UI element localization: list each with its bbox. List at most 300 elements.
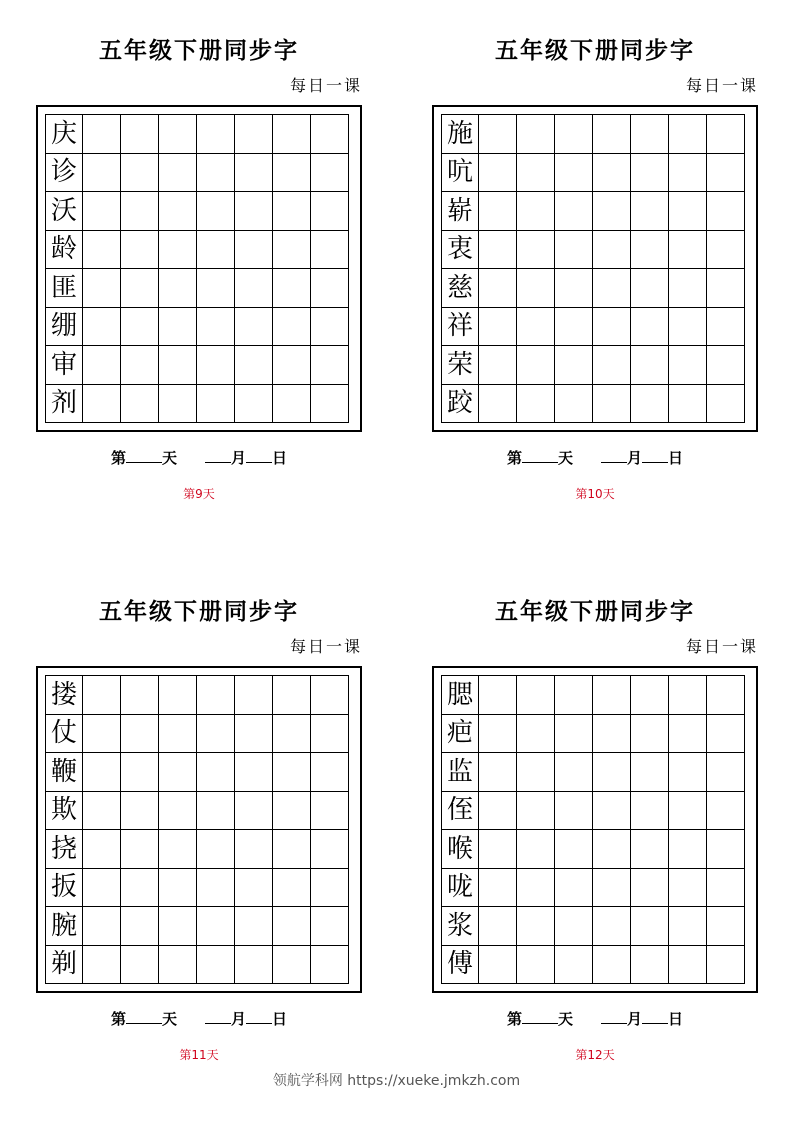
model-character: 审 [46, 346, 83, 385]
practice-cell[interactable] [631, 115, 669, 154]
practice-cell[interactable] [273, 385, 311, 424]
practice-cell[interactable] [479, 308, 517, 347]
practice-cell[interactable] [311, 192, 349, 231]
model-character: 浆 [442, 907, 479, 946]
practice-cell[interactable] [631, 907, 669, 946]
practice-cell[interactable] [669, 792, 707, 831]
practice-cell[interactable] [669, 830, 707, 869]
practice-cell[interactable] [593, 192, 631, 231]
writing-grid-frame [36, 105, 362, 432]
day-number-blank[interactable] [522, 1010, 558, 1024]
practice-cell[interactable] [83, 308, 121, 347]
date-ri: 日 [272, 449, 288, 467]
day-blank[interactable] [246, 1010, 272, 1024]
day-number-blank[interactable] [522, 449, 558, 463]
practice-cell[interactable] [311, 308, 349, 347]
month-blank[interactable] [205, 449, 231, 463]
practice-cell[interactable] [83, 346, 121, 385]
date-line [432, 1008, 758, 1029]
practice-cell[interactable] [707, 830, 745, 869]
writing-grid [45, 114, 349, 423]
practice-cell[interactable] [311, 154, 349, 193]
model-character: 仗 [46, 715, 83, 754]
practice-cell[interactable] [83, 946, 121, 985]
model-character: 喉 [442, 830, 479, 869]
practice-cell[interactable] [311, 753, 349, 792]
day-blank[interactable] [642, 449, 668, 463]
practice-cell[interactable] [159, 715, 197, 754]
practice-cell[interactable] [273, 830, 311, 869]
practice-cell[interactable] [83, 154, 121, 193]
practice-cell[interactable] [707, 715, 745, 754]
practice-cell[interactable] [235, 385, 273, 424]
practice-cell[interactable] [83, 385, 121, 424]
practice-cell[interactable] [479, 946, 517, 985]
practice-cell[interactable] [517, 946, 555, 985]
model-character: 鞭 [46, 753, 83, 792]
practice-cell[interactable] [159, 115, 197, 154]
model-character: 剂 [46, 385, 83, 424]
day-label: 第9天 [183, 487, 215, 501]
practice-cell[interactable] [669, 869, 707, 908]
date-yue: 月 [231, 1010, 247, 1028]
practice-cell[interactable] [631, 715, 669, 754]
practice-cell[interactable] [707, 115, 745, 154]
practice-cell[interactable] [631, 753, 669, 792]
practice-cell[interactable] [197, 907, 235, 946]
practice-cell[interactable] [555, 346, 593, 385]
practice-cell[interactable] [669, 115, 707, 154]
practice-cell[interactable] [479, 830, 517, 869]
practice-sheet [432, 0, 758, 500]
practice-cell[interactable] [273, 231, 311, 270]
practice-cell[interactable] [159, 269, 197, 308]
practice-cell[interactable] [197, 308, 235, 347]
sheet-subtitle: 每日一课 [289, 637, 362, 656]
practice-cell[interactable] [479, 792, 517, 831]
practice-cell[interactable] [159, 676, 197, 715]
practice-cell[interactable] [669, 676, 707, 715]
practice-cell[interactable] [707, 869, 745, 908]
practice-cell[interactable] [707, 154, 745, 193]
practice-cell[interactable] [197, 231, 235, 270]
practice-cell[interactable] [235, 869, 273, 908]
practice-cell[interactable] [707, 308, 745, 347]
practice-cell[interactable] [631, 231, 669, 270]
writing-grid [45, 675, 349, 984]
practice-cell[interactable] [555, 231, 593, 270]
practice-cell[interactable] [197, 346, 235, 385]
day-blank[interactable] [642, 1010, 668, 1024]
practice-cell[interactable] [197, 830, 235, 869]
practice-cell[interactable] [707, 676, 745, 715]
practice-cell[interactable] [311, 115, 349, 154]
practice-cell[interactable] [121, 907, 159, 946]
practice-cell[interactable] [121, 753, 159, 792]
month-blank[interactable] [205, 1010, 231, 1024]
writing-grid [441, 675, 745, 984]
practice-cell[interactable] [197, 192, 235, 231]
practice-cell[interactable] [593, 231, 631, 270]
model-character: 欺 [46, 792, 83, 831]
practice-cell[interactable] [159, 946, 197, 985]
practice-cell[interactable] [235, 192, 273, 231]
practice-cell[interactable] [517, 830, 555, 869]
practice-cell[interactable] [593, 115, 631, 154]
practice-cell[interactable] [669, 231, 707, 270]
practice-cell[interactable] [479, 715, 517, 754]
practice-cell[interactable] [631, 676, 669, 715]
practice-cell[interactable] [121, 715, 159, 754]
practice-cell[interactable] [121, 346, 159, 385]
sheet-title: 五年级下册同步字 [99, 38, 299, 64]
model-character: 匪 [46, 269, 83, 308]
practice-sheet [36, 561, 362, 1061]
model-character: 诊 [46, 154, 83, 193]
practice-cell[interactable] [197, 115, 235, 154]
month-blank[interactable] [601, 449, 627, 463]
practice-cell[interactable] [159, 385, 197, 424]
practice-cell[interactable] [273, 115, 311, 154]
sheet-subtitle: 每日一课 [685, 76, 758, 95]
writing-grid [441, 114, 745, 423]
model-character: 绷 [46, 308, 83, 347]
practice-cell[interactable] [593, 154, 631, 193]
practice-cell[interactable] [555, 830, 593, 869]
day-number-blank[interactable] [126, 449, 162, 463]
practice-cell[interactable] [555, 869, 593, 908]
practice-cell[interactable] [631, 830, 669, 869]
practice-cell[interactable] [593, 676, 631, 715]
footer-watermark: 领航学科网 https://xueke.jmkzh.com [272, 1073, 521, 1089]
practice-cell[interactable] [707, 346, 745, 385]
practice-cell[interactable] [235, 946, 273, 985]
date-yue: 月 [627, 449, 643, 467]
model-character: 腕 [46, 907, 83, 946]
practice-cell[interactable] [121, 792, 159, 831]
practice-cell[interactable] [479, 269, 517, 308]
practice-cell[interactable] [121, 231, 159, 270]
date-ri: 日 [668, 1010, 684, 1028]
date-line [36, 447, 362, 468]
practice-cell[interactable] [555, 907, 593, 946]
month-blank[interactable] [601, 1010, 627, 1024]
practice-cell[interactable] [517, 907, 555, 946]
day-label: 第12天 [575, 1048, 615, 1062]
practice-cell[interactable] [235, 792, 273, 831]
practice-cell[interactable] [235, 753, 273, 792]
practice-cell[interactable] [311, 830, 349, 869]
practice-cell[interactable] [159, 308, 197, 347]
practice-cell[interactable] [555, 192, 593, 231]
practice-cell[interactable] [121, 115, 159, 154]
practice-cell[interactable] [631, 346, 669, 385]
practice-cell[interactable] [311, 385, 349, 424]
practice-cell[interactable] [631, 792, 669, 831]
date-tian: 天 [161, 449, 177, 467]
practice-cell[interactable] [235, 231, 273, 270]
practice-cell[interactable] [517, 715, 555, 754]
model-character: 施 [442, 115, 479, 154]
practice-cell[interactable] [593, 869, 631, 908]
practice-cell[interactable] [83, 231, 121, 270]
practice-cell[interactable] [479, 385, 517, 424]
practice-cell[interactable] [707, 907, 745, 946]
practice-cell[interactable] [707, 269, 745, 308]
practice-cell[interactable] [593, 946, 631, 985]
practice-cell[interactable] [669, 715, 707, 754]
practice-cell[interactable] [273, 869, 311, 908]
practice-cell[interactable] [83, 753, 121, 792]
practice-cell[interactable] [273, 946, 311, 985]
practice-cell[interactable] [83, 115, 121, 154]
practice-cell[interactable] [555, 308, 593, 347]
practice-cell[interactable] [555, 753, 593, 792]
practice-cell[interactable] [555, 715, 593, 754]
practice-cell[interactable] [669, 907, 707, 946]
practice-cell[interactable] [311, 715, 349, 754]
practice-cell[interactable] [273, 308, 311, 347]
practice-cell[interactable] [631, 869, 669, 908]
practice-cell[interactable] [311, 346, 349, 385]
practice-cell[interactable] [121, 308, 159, 347]
practice-cell[interactable] [517, 869, 555, 908]
practice-cell[interactable] [517, 269, 555, 308]
practice-cell[interactable] [235, 115, 273, 154]
practice-cell[interactable] [631, 385, 669, 424]
practice-cell[interactable] [311, 869, 349, 908]
practice-cell[interactable] [593, 830, 631, 869]
date-tian: 天 [161, 1010, 177, 1028]
practice-cell[interactable] [479, 154, 517, 193]
practice-cell[interactable] [197, 269, 235, 308]
practice-cell[interactable] [159, 792, 197, 831]
practice-cell[interactable] [235, 676, 273, 715]
practice-cell[interactable] [197, 676, 235, 715]
practice-cell[interactable] [593, 907, 631, 946]
practice-cell[interactable] [197, 154, 235, 193]
practice-cell[interactable] [669, 192, 707, 231]
practice-cell[interactable] [593, 269, 631, 308]
practice-cell[interactable] [197, 385, 235, 424]
practice-cell[interactable] [235, 830, 273, 869]
practice-cell[interactable] [273, 346, 311, 385]
practice-cell[interactable] [83, 792, 121, 831]
practice-cell[interactable] [273, 907, 311, 946]
date-tian: 天 [557, 1010, 573, 1028]
practice-cell[interactable] [555, 269, 593, 308]
date-yue: 月 [627, 1010, 643, 1028]
practice-cell[interactable] [631, 154, 669, 193]
practice-cell[interactable] [273, 676, 311, 715]
practice-cell[interactable] [197, 753, 235, 792]
practice-cell[interactable] [121, 830, 159, 869]
practice-cell[interactable] [311, 907, 349, 946]
practice-cell[interactable] [273, 154, 311, 193]
sheet-subtitle: 每日一课 [685, 637, 758, 656]
practice-cell[interactable] [593, 346, 631, 385]
practice-cell[interactable] [517, 676, 555, 715]
practice-cell[interactable] [479, 869, 517, 908]
practice-cell[interactable] [555, 946, 593, 985]
practice-cell[interactable] [479, 346, 517, 385]
practice-cell[interactable] [555, 385, 593, 424]
practice-cell[interactable] [83, 676, 121, 715]
practice-cell[interactable] [235, 154, 273, 193]
practice-cell[interactable] [479, 676, 517, 715]
practice-cell[interactable] [593, 308, 631, 347]
practice-cell[interactable] [517, 154, 555, 193]
practice-cell[interactable] [311, 269, 349, 308]
practice-cell[interactable] [517, 115, 555, 154]
model-character: 搂 [46, 676, 83, 715]
practice-cell[interactable] [517, 346, 555, 385]
practice-cell[interactable] [669, 946, 707, 985]
practice-cell[interactable] [311, 231, 349, 270]
practice-cell[interactable] [517, 231, 555, 270]
date-line [432, 447, 758, 468]
model-character: 监 [442, 753, 479, 792]
date-line [36, 1008, 362, 1029]
practice-cell[interactable] [669, 154, 707, 193]
practice-cell[interactable] [197, 715, 235, 754]
practice-cell[interactable] [273, 715, 311, 754]
model-character: 挠 [46, 830, 83, 869]
practice-cell[interactable] [273, 192, 311, 231]
model-character: 庆 [46, 115, 83, 154]
date-di: 第 [110, 1010, 126, 1028]
practice-cell[interactable] [517, 753, 555, 792]
practice-cell[interactable] [669, 308, 707, 347]
practice-cell[interactable] [235, 269, 273, 308]
model-character: 崭 [442, 192, 479, 231]
practice-cell[interactable] [83, 907, 121, 946]
practice-cell[interactable] [669, 346, 707, 385]
practice-cell[interactable] [707, 385, 745, 424]
practice-cell[interactable] [669, 269, 707, 308]
practice-cell[interactable] [197, 946, 235, 985]
model-character: 衷 [442, 231, 479, 270]
practice-cell[interactable] [555, 154, 593, 193]
practice-cell[interactable] [159, 231, 197, 270]
model-character: 慈 [442, 269, 479, 308]
practice-cell[interactable] [707, 753, 745, 792]
practice-cell[interactable] [159, 907, 197, 946]
practice-cell[interactable] [555, 792, 593, 831]
practice-cell[interactable] [707, 231, 745, 270]
practice-cell[interactable] [273, 753, 311, 792]
model-character: 腮 [442, 676, 479, 715]
model-character: 吭 [442, 154, 479, 193]
practice-cell[interactable] [235, 715, 273, 754]
practice-cell[interactable] [631, 308, 669, 347]
practice-cell[interactable] [311, 946, 349, 985]
practice-cell[interactable] [479, 231, 517, 270]
practice-cell[interactable] [159, 154, 197, 193]
practice-cell[interactable] [707, 946, 745, 985]
practice-cell[interactable] [273, 792, 311, 831]
day-blank[interactable] [246, 449, 272, 463]
practice-cell[interactable] [479, 753, 517, 792]
practice-cell[interactable] [121, 154, 159, 193]
practice-cell[interactable] [159, 753, 197, 792]
practice-cell[interactable] [479, 907, 517, 946]
day-number-blank[interactable] [126, 1010, 162, 1024]
practice-cell[interactable] [669, 385, 707, 424]
practice-cell[interactable] [631, 269, 669, 308]
model-character: 扳 [46, 869, 83, 908]
practice-cell[interactable] [83, 715, 121, 754]
practice-cell[interactable] [159, 346, 197, 385]
practice-cell[interactable] [707, 192, 745, 231]
practice-cell[interactable] [631, 192, 669, 231]
practice-cell[interactable] [197, 869, 235, 908]
practice-cell[interactable] [631, 946, 669, 985]
writing-grid-frame [432, 666, 758, 993]
practice-cell[interactable] [707, 792, 745, 831]
practice-cell[interactable] [235, 907, 273, 946]
practice-cell[interactable] [121, 192, 159, 231]
practice-cell[interactable] [121, 676, 159, 715]
practice-cell[interactable] [517, 792, 555, 831]
practice-cell[interactable] [593, 715, 631, 754]
practice-cell[interactable] [83, 269, 121, 308]
practice-cell[interactable] [479, 192, 517, 231]
practice-cell[interactable] [593, 385, 631, 424]
practice-sheet [432, 561, 758, 1061]
model-character: 跤 [442, 385, 479, 424]
practice-cell[interactable] [197, 792, 235, 831]
practice-cell[interactable] [121, 869, 159, 908]
model-character: 沃 [46, 192, 83, 231]
practice-cell[interactable] [311, 676, 349, 715]
date-yue: 月 [231, 449, 247, 467]
date-ri: 日 [668, 449, 684, 467]
practice-cell[interactable] [479, 115, 517, 154]
practice-cell[interactable] [311, 792, 349, 831]
model-character: 侄 [442, 792, 479, 831]
practice-cell[interactable] [517, 192, 555, 231]
date-di: 第 [110, 449, 126, 467]
model-character: 疤 [442, 715, 479, 754]
practice-cell[interactable] [517, 385, 555, 424]
practice-cell[interactable] [83, 869, 121, 908]
practice-cell[interactable] [517, 308, 555, 347]
practice-cell[interactable] [235, 308, 273, 347]
practice-cell[interactable] [235, 346, 273, 385]
practice-cell[interactable] [121, 946, 159, 985]
practice-cell[interactable] [555, 676, 593, 715]
practice-cell[interactable] [121, 385, 159, 424]
practice-cell[interactable] [159, 830, 197, 869]
model-character: 龄 [46, 231, 83, 270]
practice-cell[interactable] [83, 192, 121, 231]
practice-cell[interactable] [159, 869, 197, 908]
practice-cell[interactable] [593, 792, 631, 831]
model-character: 咙 [442, 869, 479, 908]
practice-cell[interactable] [593, 753, 631, 792]
practice-cell[interactable] [555, 115, 593, 154]
practice-cell[interactable] [159, 192, 197, 231]
model-character: 剃 [46, 946, 83, 985]
practice-cell[interactable] [273, 269, 311, 308]
practice-cell[interactable] [669, 753, 707, 792]
practice-cell[interactable] [121, 269, 159, 308]
model-character: 祥 [442, 308, 479, 347]
day-label: 第11天 [179, 1048, 219, 1062]
practice-cell[interactable] [83, 830, 121, 869]
date-ri: 日 [272, 1010, 288, 1028]
